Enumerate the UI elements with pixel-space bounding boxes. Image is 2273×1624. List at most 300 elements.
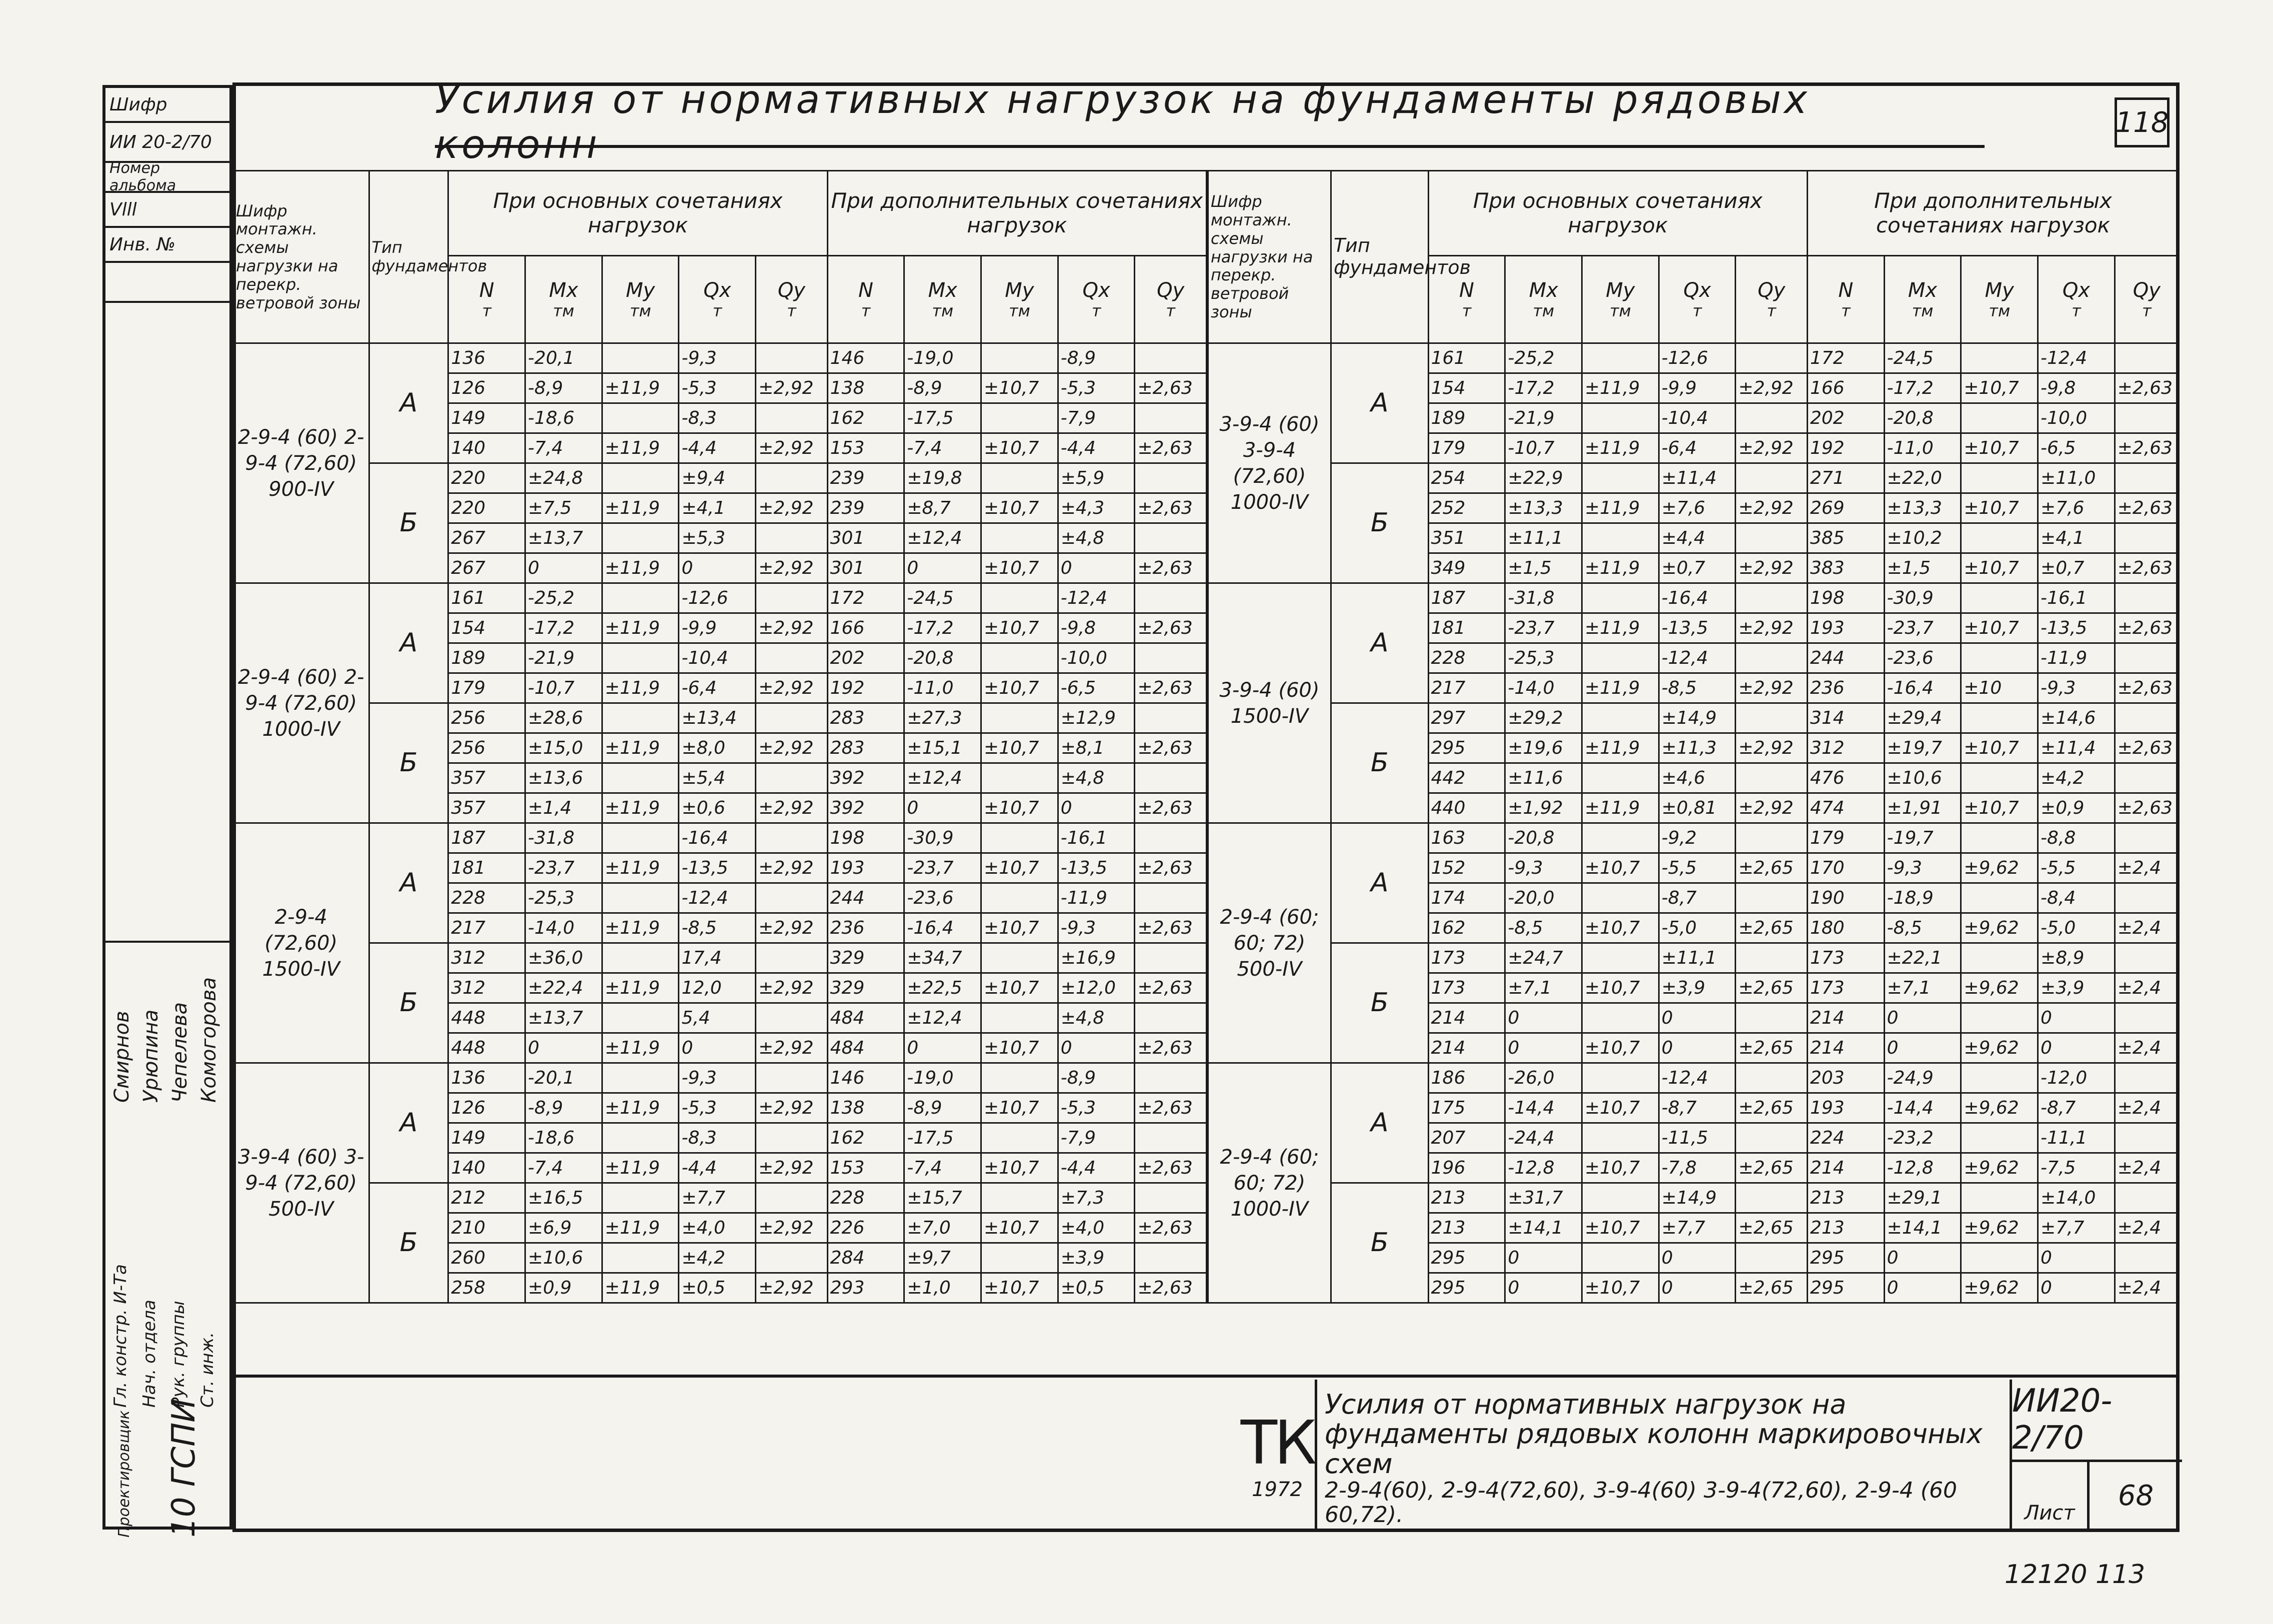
value-cell	[1736, 823, 1807, 853]
value-cell: ±10,7	[1582, 973, 1659, 1003]
value-cell	[1736, 343, 1807, 373]
value-cell: 214	[1428, 1033, 1505, 1063]
value-cell: ±10,7	[1582, 1213, 1659, 1243]
value-cell	[981, 1063, 1058, 1093]
value-cell: -11,9	[1058, 883, 1135, 913]
value-cell: ±29,2	[1505, 703, 1582, 733]
col-extra-header: При дополнительных сочетаниях нагрузок	[827, 171, 1206, 256]
value-cell: ±36,0	[525, 943, 602, 973]
value-cell: -8,9	[525, 1093, 602, 1123]
value-cell: 214	[1807, 1003, 1884, 1033]
value-cell: -16,4	[1659, 583, 1736, 613]
value-cell	[1736, 403, 1807, 433]
value-cell: ±2,63	[1135, 733, 1207, 763]
value-cell: -4,4	[679, 433, 756, 463]
sub-unit: т	[2142, 301, 2152, 320]
value-cell: ±2,63	[1135, 373, 1207, 403]
value-cell: -16,4	[1884, 673, 1961, 703]
value-cell	[1135, 823, 1207, 853]
value-cell: ±2,92	[756, 1273, 827, 1303]
value-cell: ±12,0	[1058, 973, 1135, 1003]
right-type-cell: Б	[1331, 943, 1428, 1063]
value-cell: -6,5	[2038, 433, 2115, 463]
value-cell	[1135, 403, 1207, 433]
value-cell: ±11,9	[602, 733, 679, 763]
value-cell	[2115, 1003, 2179, 1033]
value-cell: 213	[1807, 1183, 1884, 1213]
value-cell: ±2,92	[756, 1153, 827, 1183]
value-cell: 166	[827, 613, 904, 643]
value-cell: ±11,9	[602, 853, 679, 883]
value-cell: -5,5	[1659, 853, 1736, 883]
value-cell	[1961, 523, 2038, 553]
value-cell	[981, 1183, 1058, 1213]
value-cell: -8,9	[1058, 343, 1135, 373]
value-cell: 297	[1428, 703, 1505, 733]
value-cell: 0	[679, 553, 756, 583]
value-cell: 193	[827, 853, 904, 883]
value-cell	[2115, 403, 2179, 433]
sub-symbol: Qx	[703, 278, 731, 302]
col-type-header: Тип фундаментов	[369, 171, 448, 343]
table-row	[233, 1183, 1207, 1213]
value-cell: ±4,6	[1659, 763, 1736, 793]
value-cell: ±11,9	[602, 1153, 679, 1183]
shifr-label: Шифр	[105, 88, 229, 123]
table-row	[1208, 343, 2179, 373]
value-cell	[2115, 1183, 2179, 1213]
value-cell: -4,4	[1058, 433, 1135, 463]
value-cell: -8,5	[1659, 673, 1736, 703]
left-data-table	[232, 170, 1207, 1304]
value-cell: ±0,9	[525, 1273, 602, 1303]
value-cell: ±2,92	[1736, 433, 1807, 463]
value-cell: ±2,63	[1135, 973, 1207, 1003]
shifr-value: ИИ 20-2/70	[105, 123, 229, 163]
value-cell: ±2,92	[756, 493, 827, 523]
value-cell: ±11,9	[602, 1273, 679, 1303]
value-cell: ±9,7	[904, 1243, 981, 1273]
value-cell: ±2,63	[2115, 493, 2179, 523]
value-cell: ±7,6	[2038, 493, 2115, 523]
value-cell: -12,8	[1884, 1153, 1961, 1183]
col-basic-header: При основных сочетаниях нагрузок	[448, 171, 827, 256]
sub-symbol: Qx	[1082, 278, 1110, 302]
value-cell: ±10,7	[981, 1093, 1058, 1123]
value-cell	[1961, 763, 2038, 793]
value-cell: ±10,7	[1582, 853, 1659, 883]
sub-unit: т	[482, 301, 492, 320]
value-cell: ±11,9	[1582, 553, 1659, 583]
value-cell: ±11,9	[602, 673, 679, 703]
value-cell	[756, 763, 827, 793]
value-cell: -9,3	[2038, 673, 2115, 703]
value-cell	[1736, 703, 1807, 733]
value-cell	[2115, 943, 2179, 973]
stamp-desc-line1: Усилия от нормативных нагрузок на фундаменты рядовых колонн маркировочных схем	[1325, 1389, 1983, 1480]
value-cell: ±2,63	[2115, 613, 2179, 643]
value-cell: -10,7	[1505, 433, 1582, 463]
value-cell: ±7,1	[1884, 973, 1961, 1003]
value-cell: ±10,7	[981, 733, 1058, 763]
value-cell	[602, 1063, 679, 1093]
value-cell: ±2,63	[2115, 793, 2179, 823]
value-cell: ±2,4	[2115, 1093, 2179, 1123]
value-cell: ±11,1	[1659, 943, 1736, 973]
value-cell: ±12,4	[904, 763, 981, 793]
value-cell: 179	[1807, 823, 1884, 853]
value-cell: -11,5	[1659, 1123, 1736, 1153]
inv-label: Инв. №	[105, 228, 229, 263]
value-cell: ±22,1	[1884, 943, 1961, 973]
value-cell	[1961, 1003, 2038, 1033]
value-cell: -25,3	[525, 883, 602, 913]
value-cell: 0	[2038, 1003, 2115, 1033]
table-row	[1208, 1183, 2179, 1213]
value-cell: 146	[827, 1063, 904, 1093]
value-cell: -19,0	[904, 1063, 981, 1093]
value-cell: ±10,6	[525, 1243, 602, 1273]
value-cell: 189	[1428, 403, 1505, 433]
value-cell: -5,3	[679, 373, 756, 403]
value-cell: ±11,9	[1582, 793, 1659, 823]
value-cell: 0	[1884, 1003, 1961, 1033]
value-cell: ±2,92	[756, 1213, 827, 1243]
sub-unit: т	[1767, 301, 1777, 320]
value-cell: 161	[448, 583, 525, 613]
value-cell: ±11,9	[602, 793, 679, 823]
value-cell: ±2,63	[1135, 913, 1207, 943]
value-cell: -12,4	[1659, 1063, 1736, 1093]
value-cell	[1736, 1003, 1807, 1033]
value-cell	[756, 523, 827, 553]
right-data-table	[1207, 170, 2180, 1304]
value-cell: 202	[827, 643, 904, 673]
value-cell	[756, 883, 827, 913]
value-cell	[1736, 583, 1807, 613]
value-cell: -26,0	[1505, 1063, 1582, 1093]
right-sub-extra-mx	[1884, 256, 1961, 343]
value-cell	[2115, 1063, 2179, 1093]
sub-symbol: Qy	[1157, 278, 1185, 302]
value-cell: 236	[827, 913, 904, 943]
value-cell: 284	[827, 1243, 904, 1273]
sub-symbol: Qx	[1683, 278, 1711, 302]
value-cell: -5,0	[1659, 913, 1736, 943]
value-cell: 448	[448, 1033, 525, 1063]
value-cell: 162	[827, 1123, 904, 1153]
value-cell: 239	[827, 463, 904, 493]
value-cell: -19,0	[904, 343, 981, 373]
value-cell: ±2,63	[1135, 1273, 1207, 1303]
value-cell: -8,4	[2038, 883, 2115, 913]
value-cell: ±22,0	[1884, 463, 1961, 493]
value-cell: 244	[827, 883, 904, 913]
sub-unit: т	[1841, 301, 1851, 320]
table-row	[233, 1063, 1207, 1093]
right-type-cell: Б	[1331, 703, 1428, 823]
org-name: 10 ГСПИ	[165, 1398, 202, 1538]
value-cell: ±0,6	[679, 793, 756, 823]
value-cell	[2115, 463, 2179, 493]
table-row	[1208, 943, 2179, 973]
value-cell	[1135, 523, 1207, 553]
value-cell: ±10,7	[1961, 613, 2038, 643]
value-cell: -7,4	[525, 1153, 602, 1183]
value-cell	[602, 943, 679, 973]
value-cell: -12,6	[679, 583, 756, 613]
value-cell: 163	[1428, 823, 1505, 853]
value-cell	[756, 403, 827, 433]
sub-symbol: Mx	[1908, 278, 1938, 302]
value-cell	[602, 1243, 679, 1273]
value-cell	[602, 1183, 679, 1213]
value-cell: ±4,3	[1058, 493, 1135, 523]
value-cell: -5,3	[679, 1093, 756, 1123]
value-cell: -8,7	[1659, 883, 1736, 913]
value-cell: ±11,9	[602, 973, 679, 1003]
value-cell	[602, 823, 679, 853]
value-cell: 0	[1659, 1033, 1736, 1063]
value-cell: ±10,7	[981, 793, 1058, 823]
value-cell: 173	[1807, 973, 1884, 1003]
value-cell: -20,8	[1884, 403, 1961, 433]
value-cell: 0	[1505, 1273, 1582, 1303]
value-cell: ±27,3	[904, 703, 981, 733]
document-code: ИИ20-2/70	[2010, 1380, 2182, 1462]
value-cell: ±3,9	[1659, 973, 1736, 1003]
value-cell	[756, 1123, 827, 1153]
value-cell: ±10	[1961, 673, 2038, 703]
value-cell: 153	[827, 1153, 904, 1183]
value-cell	[756, 1183, 827, 1213]
value-cell: -14,4	[1505, 1093, 1582, 1123]
album-label: Номер альбома	[105, 163, 229, 193]
value-cell: ±4,1	[2038, 523, 2115, 553]
value-cell: ±4,2	[2038, 763, 2115, 793]
value-cell	[981, 763, 1058, 793]
value-cell	[1135, 463, 1207, 493]
left-sub-extra-mx	[904, 256, 981, 343]
value-cell: 181	[448, 853, 525, 883]
value-cell: 154	[1428, 373, 1505, 403]
value-cell: 224	[1807, 1123, 1884, 1153]
value-cell: 162	[827, 403, 904, 433]
sub-unit: т	[712, 301, 722, 320]
value-cell: ±2,4	[2115, 973, 2179, 1003]
value-cell	[2115, 763, 2179, 793]
value-cell: -5,3	[1058, 373, 1135, 403]
value-cell: ±5,9	[1058, 463, 1135, 493]
col-basic-header-r: При основных сочетаниях нагрузок	[1428, 171, 1807, 256]
value-cell	[2115, 823, 2179, 853]
value-cell: ±7,1	[1505, 973, 1582, 1003]
value-cell: 271	[1807, 463, 1884, 493]
value-cell: -23,7	[1505, 613, 1582, 643]
value-cell	[1582, 343, 1659, 373]
value-cell: 484	[827, 1003, 904, 1033]
value-cell: 193	[1807, 1093, 1884, 1123]
value-cell: -4,4	[679, 1153, 756, 1183]
value-cell: ±11,9	[602, 913, 679, 943]
value-cell	[1736, 1183, 1807, 1213]
value-cell: 0	[1884, 1243, 1961, 1273]
value-cell	[756, 943, 827, 973]
value-cell: -10,7	[525, 673, 602, 703]
value-cell	[756, 343, 827, 373]
value-cell: ±4,8	[1058, 523, 1135, 553]
value-cell: ±7,7	[1659, 1213, 1736, 1243]
value-cell: 172	[827, 583, 904, 613]
value-cell	[981, 643, 1058, 673]
value-cell	[1736, 463, 1807, 493]
sub-symbol: My	[1005, 278, 1034, 302]
value-cell: 0	[679, 1033, 756, 1063]
value-cell: 153	[827, 433, 904, 463]
sub-unit: тм	[932, 301, 954, 320]
sub-symbol: Mx	[1529, 278, 1558, 302]
value-cell: 0	[904, 793, 981, 823]
value-cell: -5,0	[2038, 913, 2115, 943]
value-cell: -17,2	[1884, 373, 1961, 403]
value-cell: ±14,0	[2038, 1183, 2115, 1213]
value-cell: ±2,63	[2115, 433, 2179, 463]
value-cell: ±8,0	[679, 733, 756, 763]
value-cell: ±10,7	[1582, 1273, 1659, 1303]
value-cell: ±12,9	[1058, 703, 1135, 733]
value-cell: ±14,9	[1659, 1183, 1736, 1213]
value-cell: -25,2	[1505, 343, 1582, 373]
value-cell: ±9,62	[1961, 1153, 2038, 1183]
value-cell: 312	[448, 973, 525, 1003]
value-cell	[2115, 703, 2179, 733]
value-cell: 187	[448, 823, 525, 853]
value-cell: -8,9	[525, 373, 602, 403]
value-cell: ±2,92	[1736, 613, 1807, 643]
value-cell	[756, 1243, 827, 1273]
value-cell: 283	[827, 733, 904, 763]
value-cell	[756, 463, 827, 493]
right-sub-extra-qx	[2038, 256, 2115, 343]
right-sub-basic-mx	[1505, 256, 1582, 343]
tk-year: 1972	[1252, 1478, 1303, 1501]
table-row	[233, 583, 1207, 613]
value-cell	[981, 523, 1058, 553]
sub-unit: тм	[1533, 301, 1555, 320]
value-cell: ±19,7	[1884, 733, 1961, 763]
value-cell: ±7,6	[1659, 493, 1736, 523]
left-scheme-cell: 2-9-4 (60) 2-9-4 (72,60) 1000-IV	[233, 583, 369, 823]
right-sub-basic-qy	[1736, 256, 1807, 343]
value-cell: 166	[1807, 373, 1884, 403]
value-cell: ±11,4	[1659, 463, 1736, 493]
value-cell: ±2,92	[756, 373, 827, 403]
value-cell: -9,3	[679, 1063, 756, 1093]
value-cell: ±34,7	[904, 943, 981, 973]
value-cell	[602, 703, 679, 733]
value-cell: ±2,63	[1135, 793, 1207, 823]
name-3: Чепелева	[168, 1002, 191, 1103]
value-cell: -23,6	[904, 883, 981, 913]
value-cell	[981, 403, 1058, 433]
value-cell: -9,8	[1058, 613, 1135, 643]
value-cell: 314	[1807, 703, 1884, 733]
value-cell	[1961, 343, 2038, 373]
footer-note: 12120 113	[2005, 1560, 2146, 1590]
value-cell: ±2,92	[756, 913, 827, 943]
value-cell: 214	[1807, 1153, 1884, 1183]
value-cell: ±2,92	[1736, 793, 1807, 823]
sheet-label: Лист	[2010, 1462, 2090, 1530]
value-cell	[602, 343, 679, 373]
value-cell	[981, 583, 1058, 613]
value-cell: 0	[1659, 1243, 1736, 1273]
stamp-top-line	[232, 1375, 2180, 1378]
value-cell: ±2,92	[756, 673, 827, 703]
value-cell	[1582, 523, 1659, 553]
value-cell: 269	[1807, 493, 1884, 523]
value-cell: ±9,62	[1961, 913, 2038, 943]
value-cell: 236	[1807, 673, 1884, 703]
value-cell: ±1,5	[1884, 553, 1961, 583]
value-cell: 301	[827, 523, 904, 553]
value-cell: ±11,9	[1582, 373, 1659, 403]
sub-unit: т	[1462, 301, 1472, 320]
value-cell	[756, 823, 827, 853]
sub-unit: т	[1091, 301, 1101, 320]
value-cell	[1961, 883, 2038, 913]
value-cell: ±11,9	[1582, 733, 1659, 763]
value-cell: 154	[448, 613, 525, 643]
value-cell: ±19,6	[1505, 733, 1582, 763]
value-cell: -4,4	[1058, 1153, 1135, 1183]
value-cell: 0	[2038, 1033, 2115, 1063]
value-cell: -8,7	[2038, 1093, 2115, 1123]
value-cell: 484	[827, 1033, 904, 1063]
value-cell: ±11,9	[602, 1033, 679, 1063]
value-cell: ±2,92	[756, 793, 827, 823]
value-cell: ±8,9	[2038, 943, 2115, 973]
value-cell: -23,2	[1884, 1123, 1961, 1153]
value-cell: ±10,7	[1961, 433, 2038, 463]
value-cell	[981, 1123, 1058, 1153]
left-sub-basic-mx	[525, 256, 602, 343]
col-type-header-r: Тип фундаментов	[1331, 171, 1428, 343]
value-cell: -9,3	[1058, 913, 1135, 943]
value-cell: 198	[827, 823, 904, 853]
value-cell: ±3,9	[2038, 973, 2115, 1003]
value-cell: ±2,65	[1736, 973, 1807, 1003]
value-cell: ±11,9	[602, 1093, 679, 1123]
sheet-number: 68	[2118, 1480, 2154, 1512]
value-cell	[1582, 583, 1659, 613]
value-cell	[1961, 1123, 2038, 1153]
col-extra-header-r: При дополнительных сочетаниях нагрузок	[1807, 171, 2179, 256]
left-sub-basic-qy	[756, 256, 827, 343]
value-cell: ±24,7	[1505, 943, 1582, 973]
right-type-cell: Б	[1331, 1183, 1428, 1303]
value-cell: -6,5	[1058, 673, 1135, 703]
value-cell: 149	[448, 1123, 525, 1153]
value-cell: -24,5	[904, 583, 981, 613]
page-number: 118	[2115, 97, 2170, 147]
value-cell: 181	[1428, 613, 1505, 643]
value-cell	[1135, 343, 1207, 373]
value-cell: ±22,4	[525, 973, 602, 1003]
value-cell	[981, 1003, 1058, 1033]
value-cell: 172	[1807, 343, 1884, 373]
value-cell	[1961, 1183, 2038, 1213]
